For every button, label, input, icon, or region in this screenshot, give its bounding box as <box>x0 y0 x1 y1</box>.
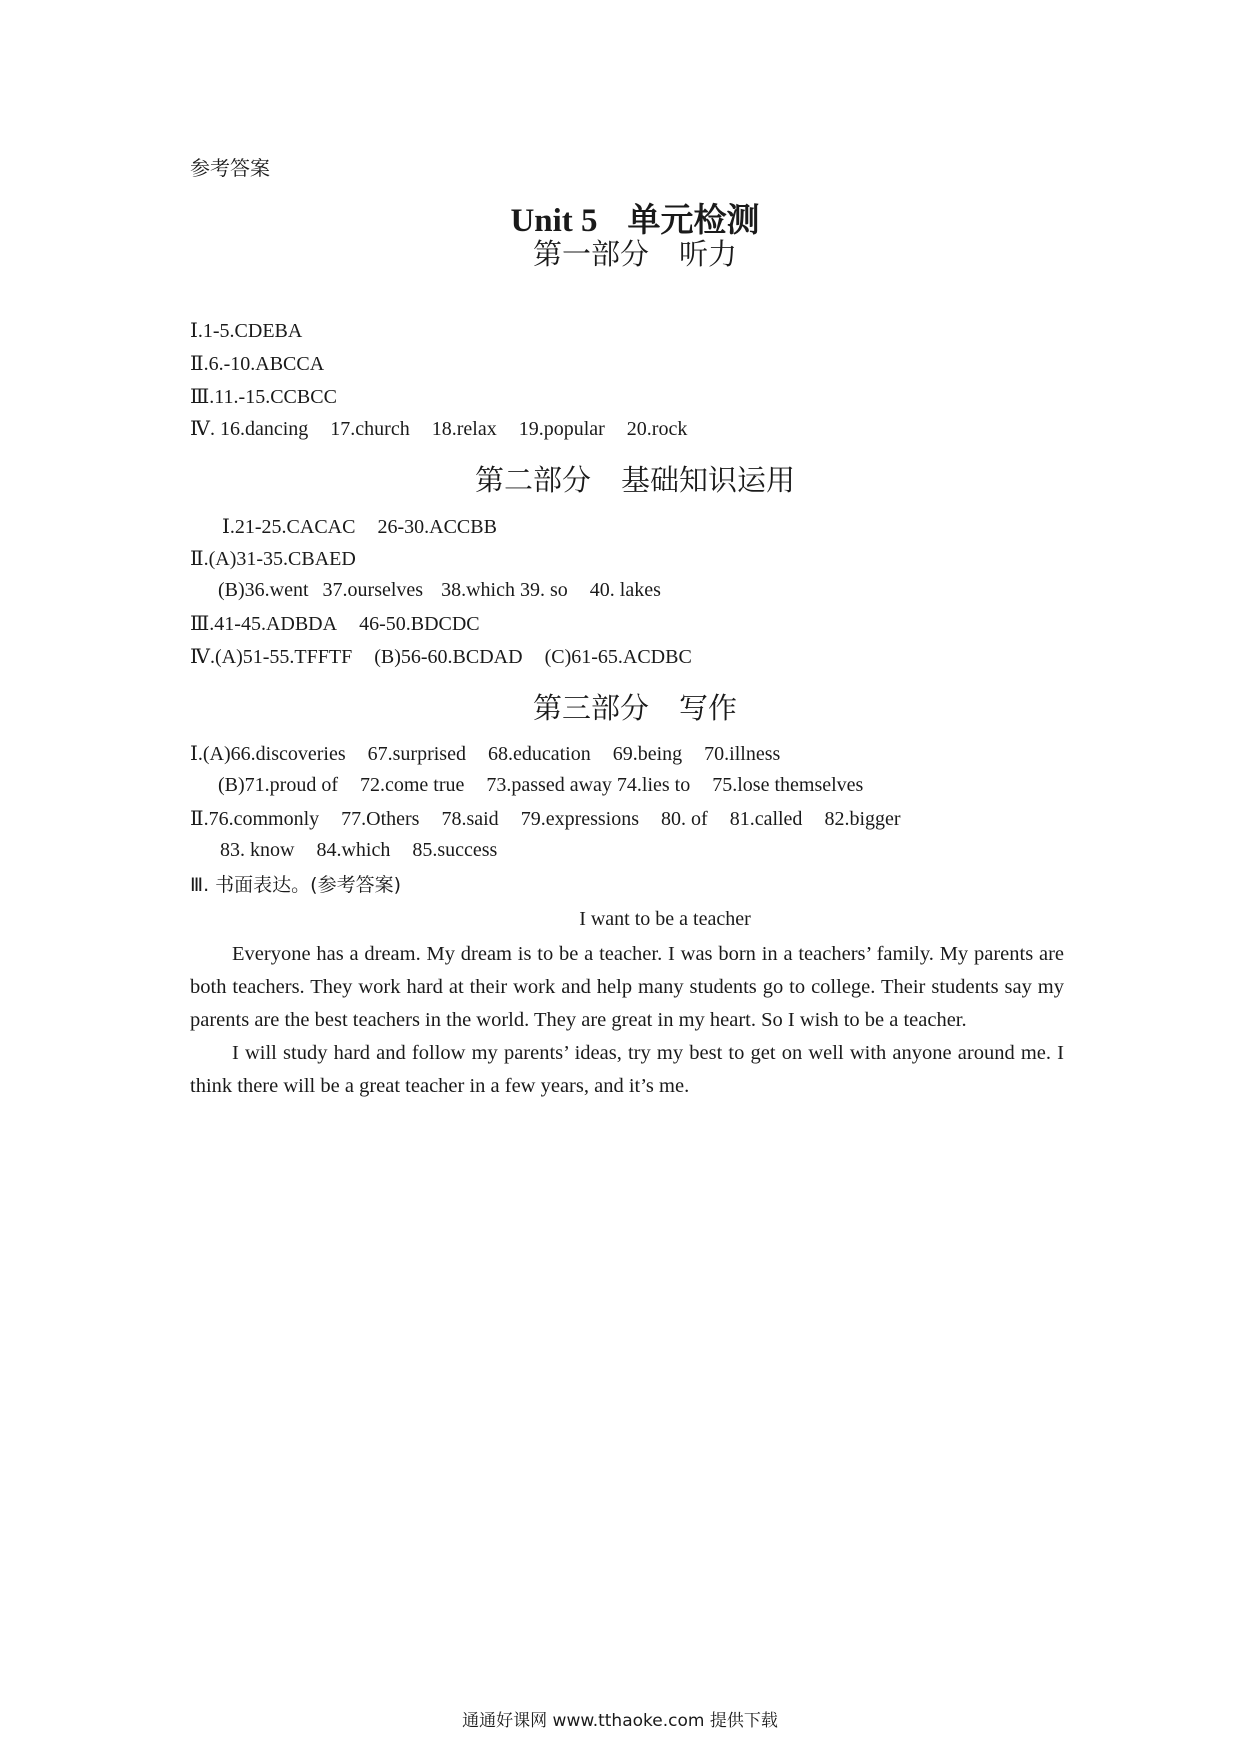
footer-source: 通通好课网 www.tthaoke.com 提供下载 <box>462 1711 778 1731</box>
answer-line: 83. know 84.which 85.success <box>220 839 498 861</box>
answer-line: Ⅲ. 书面表达。(参考答案) <box>190 874 402 896</box>
answer-line: Ⅲ.11.-15.CCBCC <box>190 386 337 408</box>
unit-label: Unit 5 <box>510 203 598 239</box>
answer-line: Ⅳ.(A)51-55.TFFTF (B)56-60.BCDAD (C)61-65.ACDBC <box>190 646 692 668</box>
answer-line: (B)71.proud of 72.come true 73.passed away 74.lies to 75.lose themselves <box>218 774 864 796</box>
section-title-writing: 第三部分 写作 <box>532 691 738 725</box>
answer-line: Ⅰ.21-25.CACAC 26-30.ACCBB <box>222 516 497 538</box>
unit-test-label: 单元检测 <box>627 200 760 239</box>
essay-body <box>190 938 1064 1103</box>
answer-line: Ⅱ.76.commonly 77.Others 78.said 79.expressions 80. of 81.called 82.bigger <box>190 808 901 830</box>
section-title-listening: 第一部分 听力 <box>532 237 738 271</box>
answer-line: Ⅳ. 16.dancing 17.church 18.relax 19.popular 20.rock <box>190 418 688 440</box>
essay-paragraph: I will study hard and follow my parents’ ideas, try my best to get on well with anyone around me. I think there will be a great teacher in a few years, and it’s me. <box>190 1042 1064 1097</box>
answer-line: Ⅰ.1-5.CDEBA <box>190 320 303 342</box>
answer-line: Ⅱ.6.-10.ABCCA <box>190 353 325 375</box>
essay-title: I want to be a teacher <box>579 908 751 930</box>
answer-line: (B)36.went 37.ourselves 38.which 39. so 40. lakes <box>218 579 661 601</box>
answer-line: Ⅰ.(A)66.discoveries 67.surprised 68.education 69.being 70.illness <box>190 743 781 765</box>
header-label: 参考答案 <box>190 156 270 180</box>
section-title-basics: 第二部分 基础知识运用 <box>474 463 796 497</box>
essay-paragraph: Everyone has a dream. My dream is to be a teacher. I was born in a teachers’ family. My parents are both teachers. They work hard at their work and help many students go to college. Their students say my parents are the best teachers in the world. They are great in my heart. So I wish to be a teacher. <box>190 943 1064 1031</box>
answer-line: Ⅲ.41-45.ADBDA 46-50.BDCDC <box>190 613 480 635</box>
answer-line: Ⅱ.(A)31-35.CBAED <box>190 548 356 570</box>
